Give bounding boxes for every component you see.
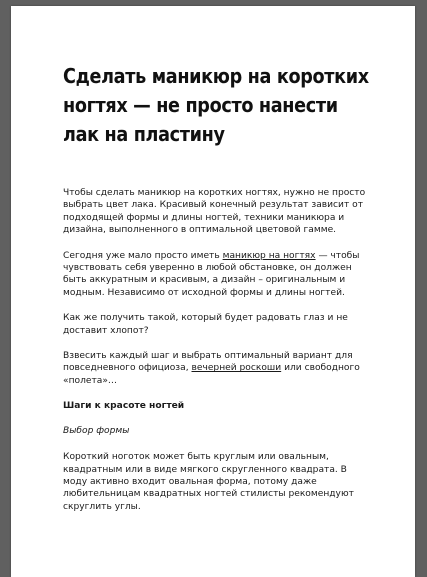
- document-page: [11, 6, 415, 577]
- section-subheading: Выбор формы: [63, 425, 130, 436]
- paragraph-text: или свободного «полета»…: [63, 363, 360, 386]
- paragraph-text: Сегодня уже мало просто иметь: [63, 250, 223, 261]
- paragraph-manicure: [63, 250, 371, 300]
- paragraph-text: — чтобы чувствовать себя уверенно в любой обстановке, он должен быть аккуратным и красивым, а дизайн – оригинальным и модным. Независимо от исходной формы и длины ногтей.: [63, 250, 360, 298]
- paragraph-text: Взвесить каждый шаг и выбрать оптимальный вариант для повседневного официоза,: [63, 351, 353, 374]
- link-manicure-on-nails[interactable]: маникюр на ногтях: [222, 250, 316, 261]
- section-heading: Шаги к красоте ногтей: [63, 401, 185, 412]
- paragraph-options: [63, 350, 371, 387]
- article-title: Сделать маникюр на коротких ногтях — не просто нанести лак на пластину: [63, 64, 369, 146]
- paragraph-intro: Чтобы сделать маникюр на коротких ногтях, нужно не просто выбрать цвет лака. Красивый конечный результат зависит от подходящей формы и длины ногтей, техники маникюра и дизайна, выполненного в оптимальной цветовой гамме.: [63, 188, 366, 236]
- article-content: [63, 62, 371, 526]
- link-evening-luxury[interactable]: вечерней роскоши: [191, 363, 282, 374]
- paragraph-question: Как же получить такой, который будет радовать глаз и не доставит хлопот?: [63, 313, 348, 336]
- paragraph-shape: Короткий ноготок может быть круглым или овальным, квадратным или в виде мягкого скругленного квадрата. В моду активно входит овальная форма, потому даже любительницам квадратных ногтей стилисты рекомендуют скруглить углы.: [63, 452, 354, 512]
